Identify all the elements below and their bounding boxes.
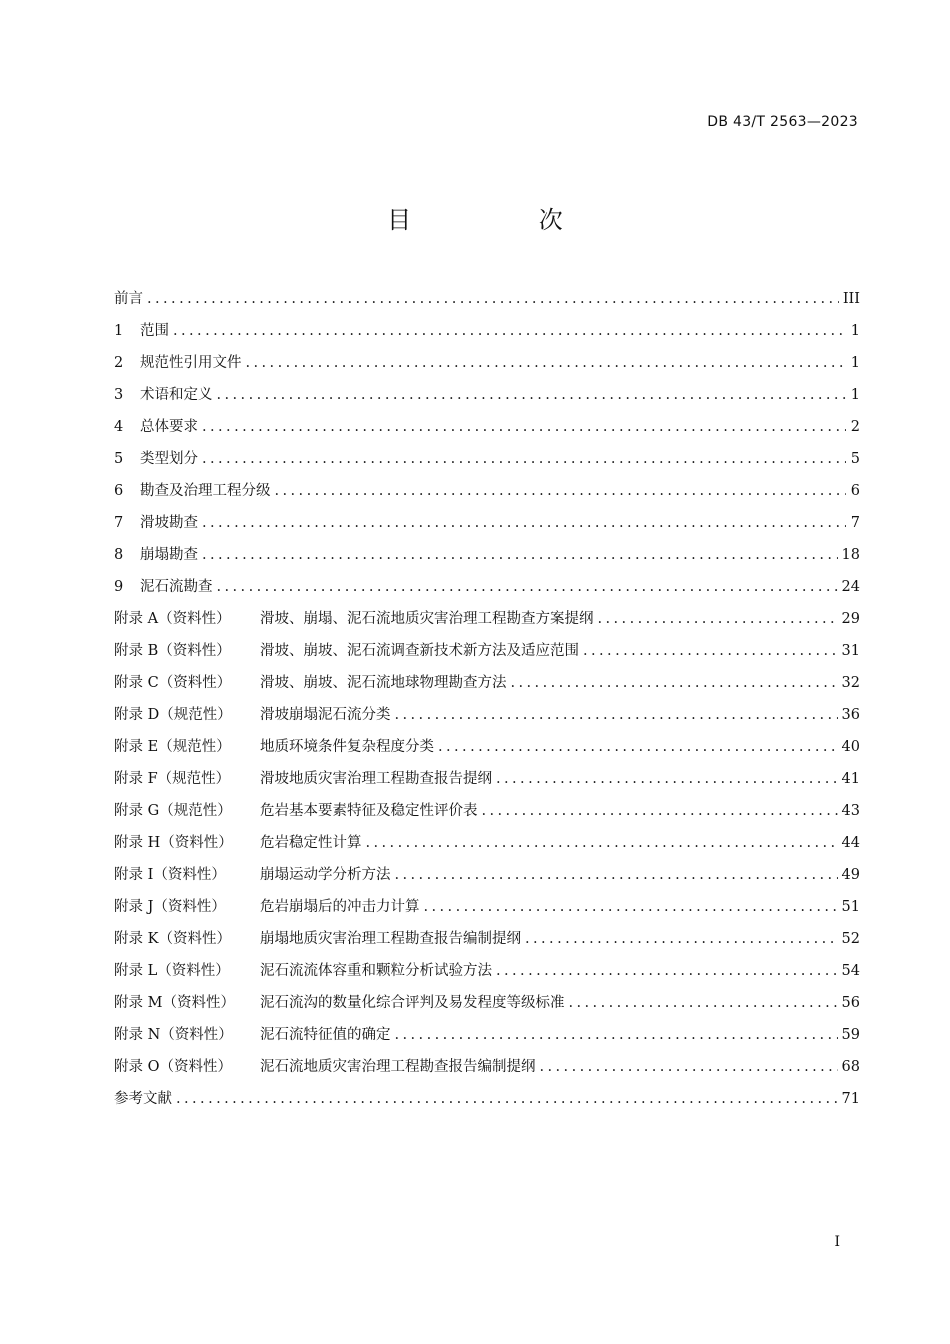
toc-page: 32: [841, 675, 860, 691]
toc-entry-appendix[interactable]: [114, 830, 860, 862]
toc-page: 2: [850, 419, 860, 435]
toc-label: 泥石流地质灾害治理工程勘查报告编制提纲: [260, 1059, 536, 1075]
toc-entry-chapter[interactable]: [114, 542, 860, 574]
toc-label: 危岩稳定性计算: [260, 835, 362, 851]
leader-dots: [217, 382, 847, 408]
toc-label: 术语和定义: [140, 387, 213, 403]
leader-dots: [202, 510, 846, 536]
toc-page: 44: [841, 835, 860, 851]
toc-page: 71: [841, 1091, 860, 1107]
toc-label: 勘查及治理工程分级: [140, 483, 271, 499]
toc-entry-appendix[interactable]: [114, 894, 860, 926]
toc-entry-appendix[interactable]: [114, 702, 860, 734]
appendix-id: 附录 M（资料性）: [114, 995, 235, 1011]
leader-dots: [395, 702, 838, 728]
toc-label: 崩塌地质灾害治理工程勘查报告编制提纲: [260, 931, 521, 947]
leader-dots: [202, 414, 846, 440]
leader-dots: [366, 830, 838, 856]
leader-dots: [496, 766, 838, 792]
toc-number: 8: [114, 547, 124, 563]
toc-label: 泥石流沟的数量化综合评判及易发程度等级标准: [260, 995, 565, 1011]
leader-dots: [246, 350, 847, 376]
leader-dots: [525, 926, 838, 952]
toc-page: 36: [841, 707, 860, 723]
toc-label: 前言: [114, 291, 143, 307]
appendix-id: 附录 E（规范性）: [114, 739, 231, 755]
leader-dots: [540, 1054, 838, 1080]
appendix-id: 附录 F（规范性）: [114, 771, 231, 787]
toc-page: 56: [841, 995, 860, 1011]
appendix-id: 附录 I（资料性）: [114, 867, 226, 883]
toc-entry-chapter[interactable]: [114, 318, 860, 350]
leader-dots: [202, 446, 846, 472]
leader-dots: [176, 1086, 838, 1112]
toc-page: III: [842, 291, 860, 307]
toc-label: 参考文献: [114, 1091, 172, 1107]
toc-entry-appendix[interactable]: [114, 1054, 860, 1086]
leader-dots: [202, 542, 838, 568]
toc-entry-references[interactable]: [114, 1086, 860, 1118]
toc-entry-chapter[interactable]: [114, 510, 860, 542]
toc-number: 1: [114, 323, 124, 339]
leader-dots: [482, 798, 838, 824]
toc-entry-chapter[interactable]: [114, 478, 860, 510]
page-title: 目 次: [387, 206, 623, 234]
appendix-id: 附录 H（资料性）: [114, 835, 233, 851]
toc-label: 滑坡、崩坡、泥石流地球物理勘查方法: [260, 675, 507, 691]
appendix-id: 附录 N（资料性）: [114, 1027, 233, 1043]
toc-label: 滑坡、崩坡、泥石流调查新技术新方法及适应范围: [260, 643, 579, 659]
leader-dots: [424, 894, 838, 920]
appendix-id: 附录 J（资料性）: [114, 899, 226, 915]
leader-dots: [217, 574, 838, 600]
leader-dots: [438, 734, 838, 760]
leader-dots: [511, 670, 838, 696]
toc-page: 52: [841, 931, 860, 947]
toc-label: 滑坡、崩塌、泥石流地质灾害治理工程勘查方案提纲: [260, 611, 594, 627]
toc-label: 类型划分: [140, 451, 198, 467]
toc-entry-appendix[interactable]: [114, 638, 860, 670]
toc-label: 规范性引用文件: [140, 355, 242, 371]
toc-page: 1: [850, 387, 860, 403]
toc-page: 68: [841, 1059, 860, 1075]
toc-label: 地质环境条件复杂程度分类: [260, 739, 434, 755]
toc-label: 危岩基本要素特征及稳定性评价表: [260, 803, 478, 819]
appendix-id: 附录 D（规范性）: [114, 707, 232, 723]
toc-entry-appendix[interactable]: [114, 670, 860, 702]
toc-label: 泥石流流体容重和颗粒分析试验方法: [260, 963, 492, 979]
toc-entry-appendix[interactable]: [114, 958, 860, 990]
appendix-id: 附录 B（资料性）: [114, 643, 231, 659]
toc-label: 滑坡崩塌泥石流分类: [260, 707, 391, 723]
toc-entry-appendix[interactable]: [114, 734, 860, 766]
toc-entry-chapter[interactable]: [114, 382, 860, 414]
leader-dots: [173, 318, 846, 344]
toc-entry-appendix[interactable]: [114, 766, 860, 798]
appendix-id: 附录 G（规范性）: [114, 803, 232, 819]
toc-entry-chapter[interactable]: [114, 446, 860, 478]
toc-number: 4: [114, 419, 124, 435]
toc-page: 1: [850, 323, 860, 339]
toc-entry-appendix[interactable]: [114, 606, 860, 638]
leader-dots: [583, 638, 838, 664]
leader-dots: [569, 990, 838, 1016]
toc-page: 49: [841, 867, 860, 883]
toc-page: 40: [841, 739, 860, 755]
toc-entry-appendix[interactable]: [114, 798, 860, 830]
toc-entry-appendix[interactable]: [114, 862, 860, 894]
toc-label: 滑坡勘查: [140, 515, 198, 531]
appendix-id: 附录 A（资料性）: [114, 611, 231, 627]
toc-page: 54: [841, 963, 860, 979]
toc-label: 滑坡地质灾害治理工程勘查报告提纲: [260, 771, 492, 787]
appendix-id: 附录 K（资料性）: [114, 931, 231, 947]
toc-page: 51: [841, 899, 860, 915]
toc-page: 43: [841, 803, 860, 819]
toc-entry-chapter[interactable]: [114, 414, 860, 446]
toc-entry-preface[interactable]: [114, 286, 860, 318]
toc-label: 泥石流特征值的确定: [260, 1027, 391, 1043]
toc-page: 7: [850, 515, 860, 531]
toc-label: 危岩崩塌后的冲击力计算: [260, 899, 420, 915]
toc-page: 1: [850, 355, 860, 371]
toc-page: 18: [841, 547, 860, 563]
toc-page: 5: [850, 451, 860, 467]
page-number: I: [834, 1234, 840, 1250]
toc-label: 崩塌运动学分析方法: [260, 867, 391, 883]
toc-number: 9: [114, 579, 124, 595]
leader-dots: [395, 862, 838, 888]
toc-number: 6: [114, 483, 124, 499]
toc-page: 24: [841, 579, 860, 595]
toc-page: 31: [841, 643, 860, 659]
toc-number: 7: [114, 515, 124, 531]
leader-dots: [275, 478, 847, 504]
leader-dots: [598, 606, 838, 632]
toc-entry-chapter[interactable]: [114, 574, 860, 606]
toc-page: 6: [850, 483, 860, 499]
appendix-id: 附录 C（资料性）: [114, 675, 232, 691]
toc-number: 3: [114, 387, 124, 403]
toc-number: 2: [114, 355, 124, 371]
toc-label: 崩塌勘查: [140, 547, 198, 563]
toc-page: 59: [841, 1027, 860, 1043]
toc-entry-chapter[interactable]: [114, 350, 860, 382]
toc-page: 29: [841, 611, 860, 627]
toc-entry-appendix[interactable]: [114, 926, 860, 958]
toc-page: 41: [841, 771, 860, 787]
appendix-id: 附录 O（资料性）: [114, 1059, 232, 1075]
table-of-contents: [114, 286, 860, 1118]
toc-label: 范围: [140, 323, 169, 339]
toc-entry-appendix[interactable]: [114, 990, 860, 1022]
toc-label: 总体要求: [140, 419, 198, 435]
leader-dots: [496, 958, 838, 984]
toc-entry-appendix[interactable]: [114, 1022, 860, 1054]
leader-dots: [395, 1022, 838, 1048]
appendix-id: 附录 L（资料性）: [114, 963, 230, 979]
leader-dots: [147, 286, 839, 312]
toc-label: 泥石流勘查: [140, 579, 213, 595]
standard-code: DB 43/T 2563—2023: [707, 114, 858, 130]
toc-number: 5: [114, 451, 124, 467]
